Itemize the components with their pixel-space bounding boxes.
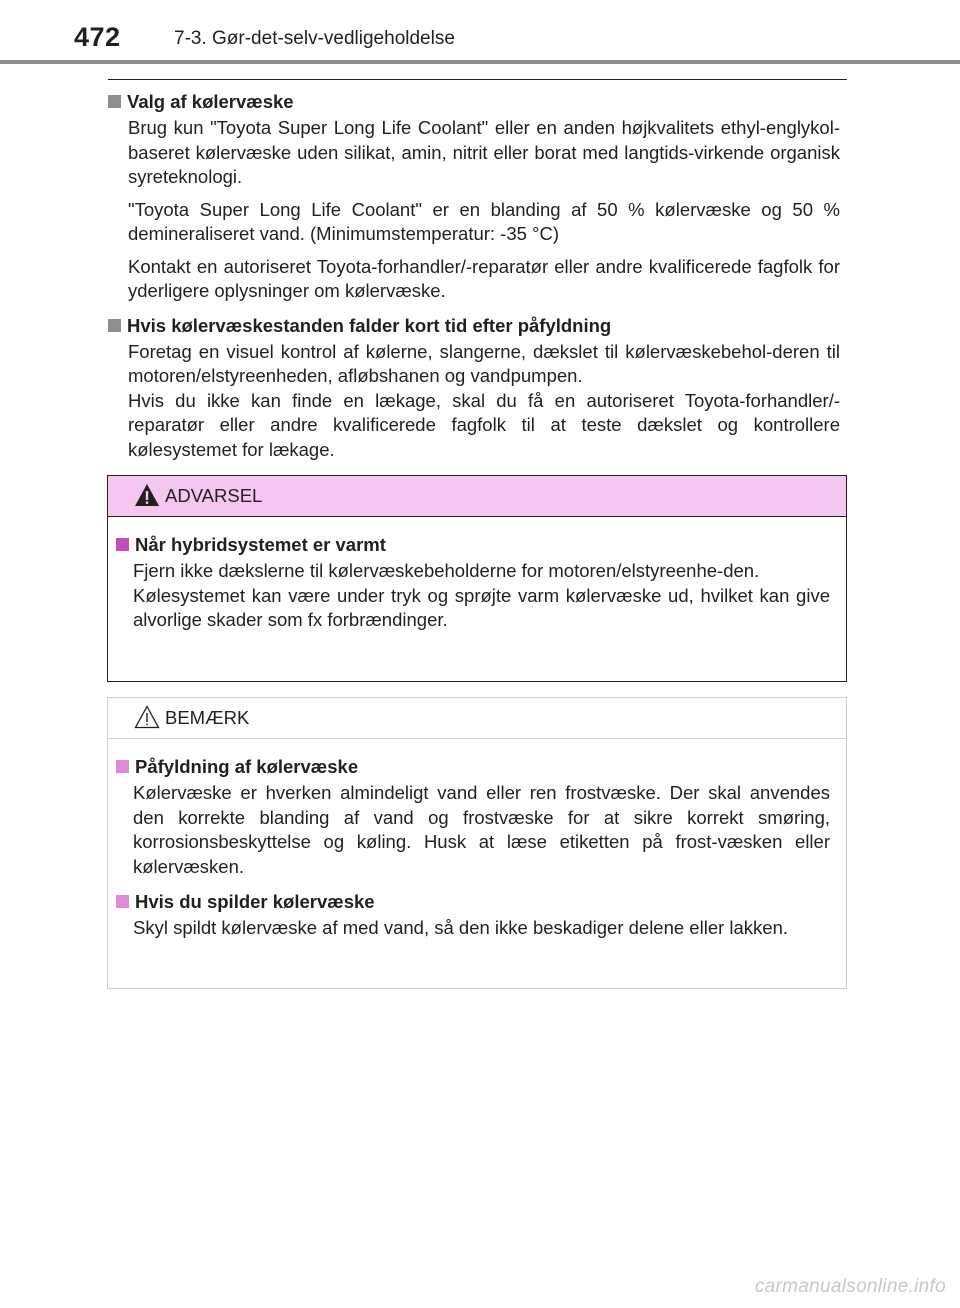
notice-body [116, 755, 830, 941]
paragraph: Kølervæske er hverken almindeligt vand eller ren frostvæske. Der skal anvendes den korrekte blanding af vand og frostvæske for at sikre korrekt smøring, korrosionsbeskyttelse og køling. Husk at læse etiketten på frost-væsken eller kølervæsken. [133, 782, 830, 877]
warning-triangle-icon [134, 483, 160, 507]
square-bullet-icon [116, 760, 129, 773]
section-title: 7-3. Gør-det-selv-vedligeholdelse [174, 28, 455, 49]
paragraph: Kølesystemet kan være under tryk og sprøjte varm kølervæske ud, hvilket kan give alvorlige skader som fx forbrændinger. [133, 584, 830, 630]
caution-triangle-icon [134, 705, 160, 729]
square-bullet-icon [108, 319, 121, 332]
notice-box [107, 697, 847, 989]
header-rule [0, 60, 960, 64]
warning-label: ADVARSEL [165, 485, 263, 506]
notice-header [108, 698, 846, 739]
page-header [0, 0, 960, 60]
warning-body [116, 533, 830, 633]
paragraph: "Toyota Super Long Life Coolant" er en blanding af 50 % kølervæske og 50 % demineraliseret vand. (Minimumstemperatur: -35 °C) [128, 198, 840, 244]
paragraph: Hvis du ikke kan finde en lækage, skal du få en autoriseret Toyota-forhandler/-reparatør eller andre kvalificerede fagfolk til at teste dækslet og kontrollere kølesystemet for lækage. [128, 389, 840, 460]
square-bullet-icon [116, 538, 129, 551]
square-bullet-icon [116, 895, 129, 908]
warning-item-heading: Når hybridsystemet er varmt [116, 533, 830, 557]
warning-header [108, 476, 846, 517]
notice-label: BEMÆRK [165, 707, 250, 728]
page-number: 472 [74, 22, 121, 52]
content-divider [108, 79, 847, 80]
source-watermark: carmanualsonline.info [754, 1276, 946, 1297]
paragraph: Foretag en visuel kontrol af kølerne, slangerne, dækslet til kølervæskebehol-deren til motoren/elstyreenheden, afløbshanen og vandpumpen. [128, 340, 840, 386]
paragraph: Brug kun "Toyota Super Long Life Coolant" eller en anden højkvalitets ethyl-englykol-baseret kølervæske uden silikat, amin, nitrit eller borat med langtids-virkende organisk syreteknologi. [128, 117, 840, 187]
main-content [108, 90, 840, 462]
notice-item-heading-refill: Påfyldning af kølervæske [116, 755, 830, 779]
notice-item-heading-spill: Hvis du spilder kølervæske [116, 890, 830, 914]
warning-box [107, 475, 847, 682]
paragraph: Kontakt en autoriseret Toyota-forhandler/-reparatør eller andre kvalificerede fagfolk for yderligere oplysninger om kølervæske. [128, 255, 840, 301]
item-heading-coolant-level-drops: Hvis kølervæskestanden falder kort tid efter påfyldning [108, 314, 840, 338]
square-bullet-icon [108, 95, 121, 108]
paragraph: Fjern ikke dækslerne til kølervæskebeholderne for motoren/elstyreenhe-den. [133, 560, 760, 581]
item-heading-coolant-choice: Valg af kølervæske [108, 90, 840, 114]
paragraph: Skyl spildt kølervæske af med vand, så den ikke beskadiger delene eller lakken. [133, 917, 789, 938]
